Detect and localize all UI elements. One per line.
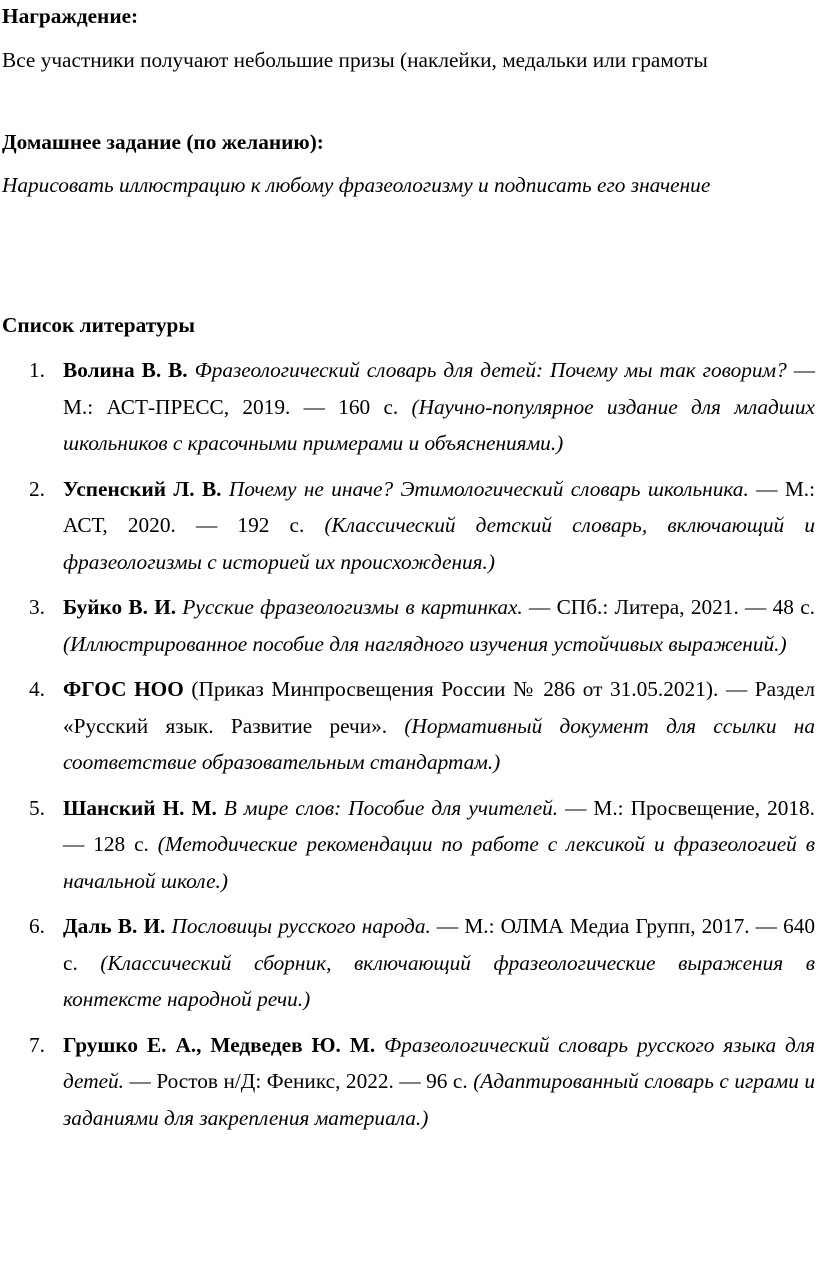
- item-title: Почему не иначе? Этимологический словарь школьника.: [228, 476, 749, 501]
- item-publication: — М.: АСТ-ПРЕСС, 2019. — 160 с.: [63, 358, 816, 419]
- bibliography-item: [0, 352, 815, 462]
- item-publication: — М.: АСТ, 2020. — 192 с.: [63, 476, 816, 537]
- bibliography-heading: Список литературы: [2, 313, 195, 337]
- item-number: 5.: [29, 795, 45, 820]
- item-author: Волина В. В.: [63, 358, 188, 382]
- item-author: Шанский Н. М.: [63, 795, 217, 820]
- item-number: 7.: [29, 1032, 45, 1057]
- homework-text: Нарисовать иллюстрацию к любому фразеологизму и подписать его значение: [2, 173, 711, 197]
- bibliography-item: [0, 471, 815, 581]
- item-author: ФГОС НОО: [63, 677, 184, 701]
- bibliography-item: [0, 790, 815, 900]
- item-title: Фразеологический словарь русского языка для детей.: [63, 1032, 815, 1093]
- item-note: (Классический сборник, включающий фразеологические выражения в контексте народной речи.): [63, 950, 816, 1011]
- item-author: Успенский Л. В.: [63, 476, 222, 501]
- item-publication: — М.: ОЛМА Медиа Групп, 2017. — 640 с.: [63, 914, 816, 975]
- bibliography-item: [0, 589, 815, 662]
- item-author: Грушко Е. А., Медведев Ю. М.: [63, 1032, 376, 1057]
- homework-heading: Домашнее задание (по желанию):: [2, 130, 324, 154]
- bibliography-item: [0, 1027, 815, 1137]
- item-publication: — М.: Просвещение, 2018. — 128 с.: [63, 795, 815, 856]
- item-number: 6.: [29, 914, 45, 938]
- item-title: Фразеологический словарь для детей: Почему мы так говорим?: [194, 358, 787, 382]
- item-author: Даль В. И.: [63, 914, 166, 938]
- item-number: 4.: [29, 677, 45, 701]
- award-heading: Награждение:: [2, 4, 139, 28]
- item-author: Буйко В. И.: [63, 595, 177, 619]
- item-note: (Нормативный документ для ссылки на соответствие образовательным стандартам.): [63, 713, 815, 774]
- bibliography-item: [0, 908, 815, 1018]
- bibliography-item: [0, 671, 815, 781]
- item-note: (Адаптированный словарь с играми и заданиями для закрепления материала.): [63, 1069, 815, 1130]
- item-number: 2.: [29, 476, 45, 501]
- item-title: В мире слов: Пособие для учителей.: [223, 795, 559, 820]
- award-text: Все участники получают небольшие призы (наклейки, медальки или грамоты: [2, 48, 708, 72]
- item-publication: — Ростов н/Д: Феникс, 2022. — 96 с.: [124, 1069, 474, 1093]
- item-title: Пословицы русского народа.: [171, 914, 431, 938]
- item-note: (Научно-популярное издание для младших школьников с красочными примерами и объяснениями.): [63, 394, 815, 455]
- item-note: (Иллюстрированное пособие для наглядного изучения устойчивых выражений.): [63, 631, 787, 656]
- item-publication: — СПб.: Литера, 2021. — 48 с.: [522, 595, 815, 619]
- item-publication: (Приказ Минпросвещения России № 286 от 31.05.2021). — Раздел «Русский язык. Развитие речи».: [63, 677, 815, 738]
- item-number: 1.: [29, 358, 45, 382]
- bibliography-list: [0, 352, 816, 1145]
- item-note: (Методические рекомендации по работе с лексикой и фразеологией в начальной школе.): [63, 832, 815, 893]
- item-number: 3.: [29, 595, 45, 619]
- item-title: Русские фразеологизмы в картинках.: [182, 595, 523, 619]
- item-note: (Классический детский словарь, включающий и фразеологизмы с историей их происхождения.): [63, 513, 815, 574]
